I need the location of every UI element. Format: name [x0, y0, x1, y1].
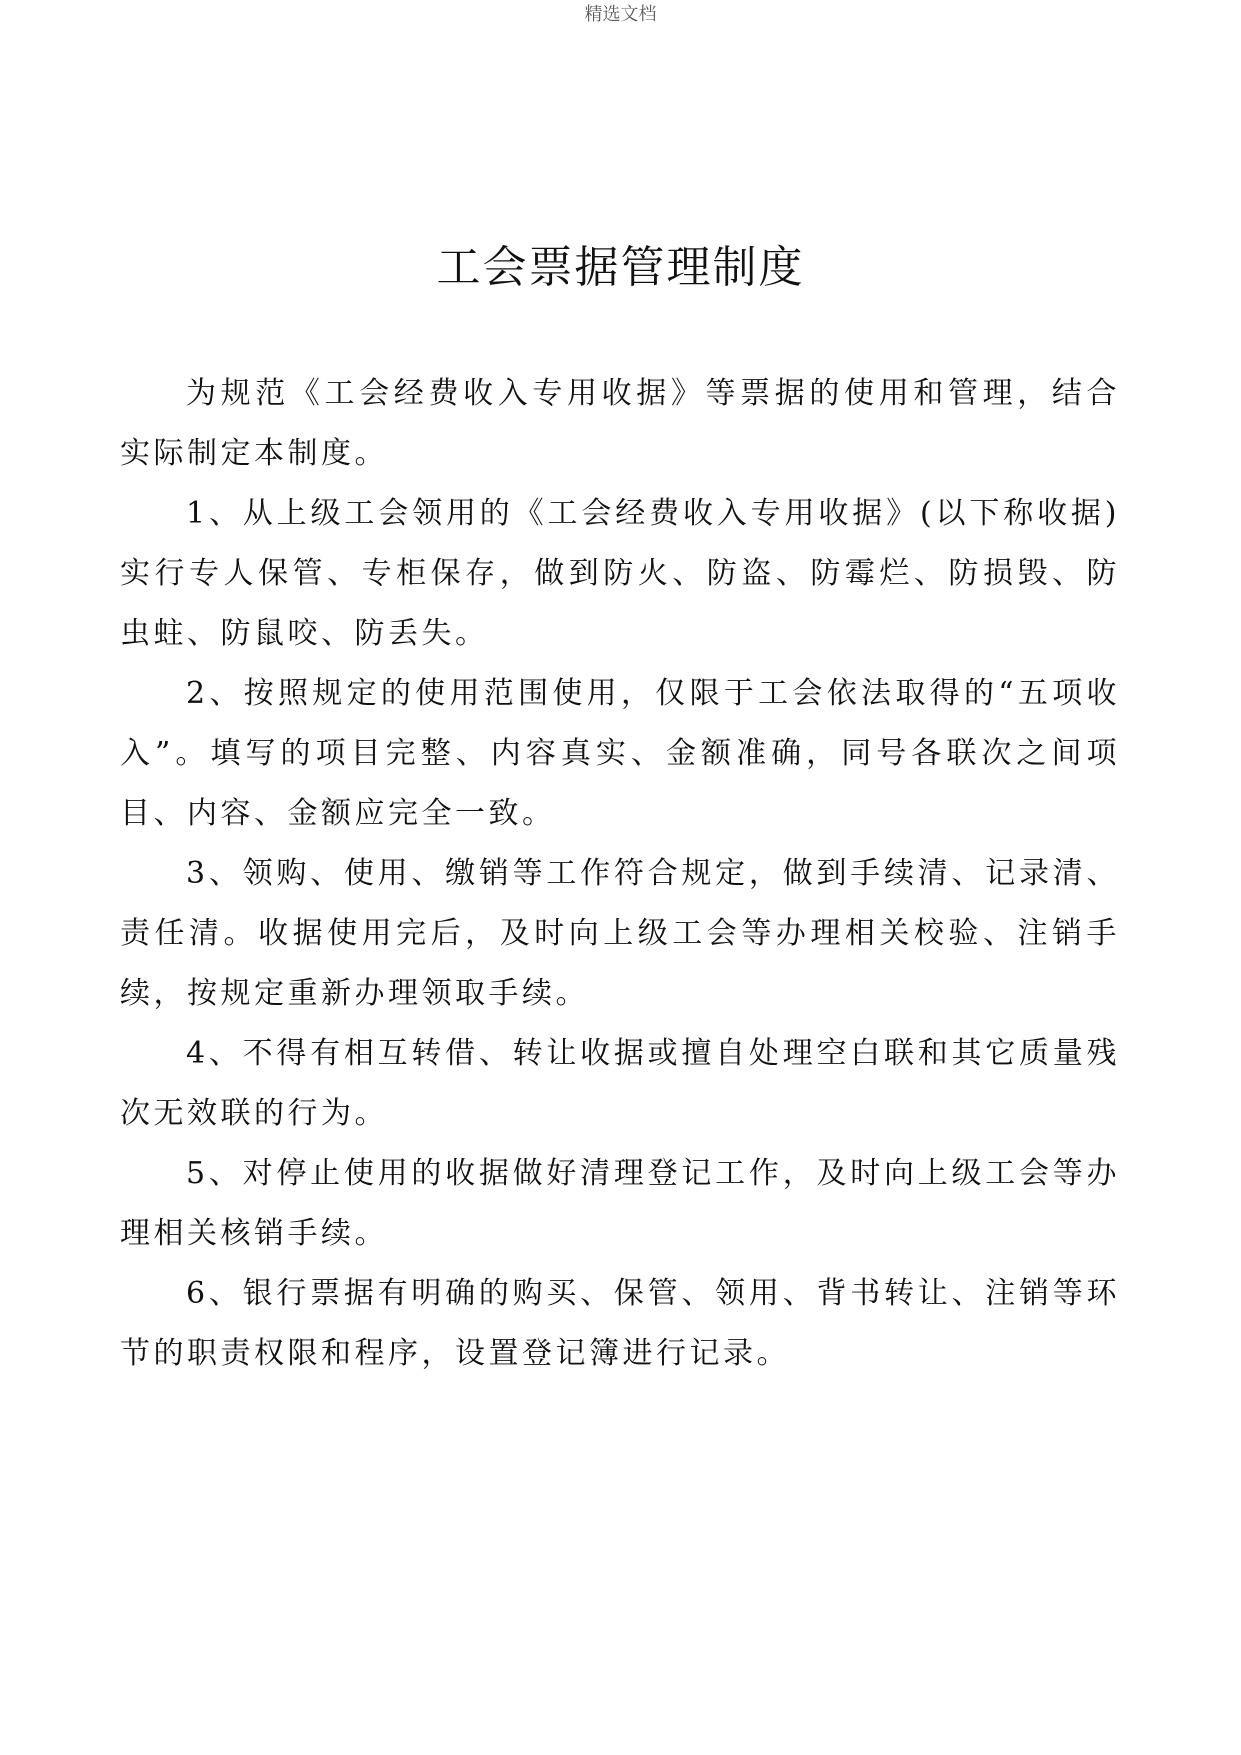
page-header: 精选文档: [584, 4, 657, 25]
clause-2-paragraph: 2、按照规定的使用范围使用，仅限于工会依法取得的“五项收入”。填写的项目完整、内容真实、金额准确，同号各联次之间项目、内容、金额应完全一致。: [120, 676, 1120, 831]
document-body: [120, 364, 1120, 1384]
clause-4-paragraph: 4、不得有相互转借、转让收据或擅自处理空白联和其它质量残次无效联的行为。: [120, 1036, 1120, 1131]
document-title: 工会票据管理制度: [436, 242, 805, 293]
intro-paragraph: 为规范《工会经费收入专用收据》等票据的使用和管理，结合实际制定本制度。: [120, 376, 1120, 471]
clause-3-paragraph: 3、领购、使用、缴销等工作符合规定，做到手续清、记录清、责任清。收据使用完后，及时向上级工会等办理相关校验、注销手续，按规定重新办理领取手续。: [120, 856, 1120, 1011]
clause-5-paragraph: 5、对停止使用的收据做好清理登记工作，及时向上级工会等办理相关核销手续。: [120, 1156, 1120, 1251]
clause-6-paragraph: 6、银行票据有明确的购买、保管、领用、背书转让、注销等环节的职责权限和程序，设置登记簿进行记录。: [120, 1276, 1120, 1371]
clause-1-paragraph: 1、从上级工会领用的《工会经费收入专用收据》(以下称收据)实行专人保管、专柜保存，做到防火、防盗、防霉烂、防损毁、防虫蛀、防鼠咬、防丢失。: [120, 496, 1120, 651]
